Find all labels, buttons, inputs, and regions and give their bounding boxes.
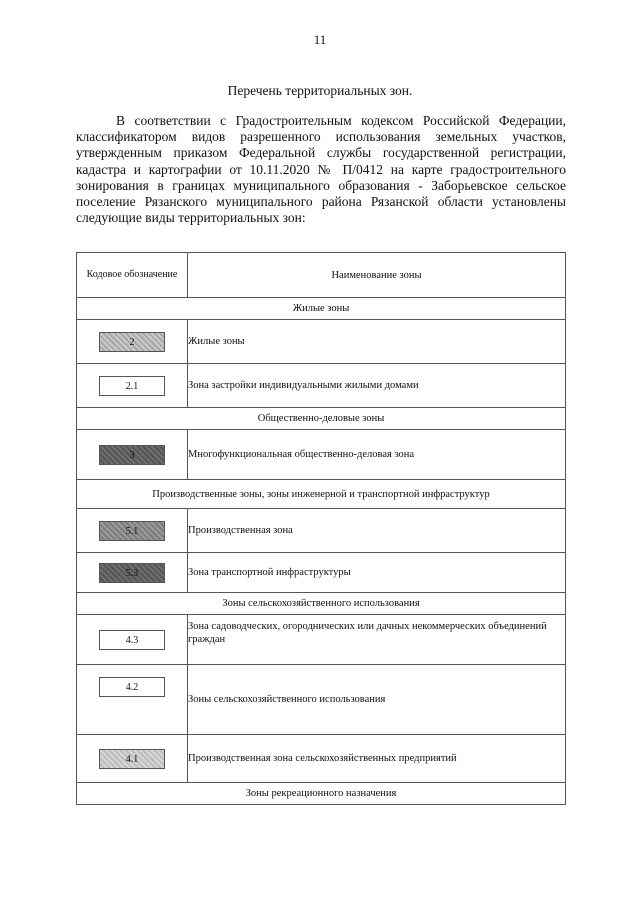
zone-swatch: 5.3 xyxy=(99,563,165,583)
section-row xyxy=(77,783,566,805)
code-cell xyxy=(77,665,188,735)
code-cell xyxy=(77,430,188,480)
section-row xyxy=(77,593,566,615)
zone-swatch: 2 xyxy=(99,332,165,352)
header-name: Наименование зоны xyxy=(188,253,566,298)
section-row xyxy=(77,408,566,430)
zone-name: Производственная зона сельскохозяйственных предприятий xyxy=(188,735,566,783)
zone-name: Зона застройки индивидуальными жилыми домами xyxy=(188,364,566,408)
zone-swatch: 3 xyxy=(99,445,165,465)
intro-paragraph: В соответствии с Градостроительным кодексом Российской Федерации, классификатором видов разрешенного использования земельных участков, утвержденным приказом Федеральной службы государственной регистрации, кадастра и картографии от 10.11.2020 № П/0412 на карте градостроительного зонирования в границах муниципального образования - Заборьевское сельское поселение Рязанского муниципального района Рязанской области установлены следующие виды территориальных зон: xyxy=(76,113,566,226)
page-number: 11 xyxy=(313,32,327,47)
zone-name: Производственная зона xyxy=(188,509,566,553)
code-cell xyxy=(77,320,188,364)
section-row xyxy=(77,298,566,320)
table-row xyxy=(77,320,566,364)
zone-name: Многофункциональная общественно-деловая зона xyxy=(188,430,566,480)
zone-name: Жилые зоны xyxy=(188,320,566,364)
section-row xyxy=(77,480,566,509)
zone-swatch: 4.1 xyxy=(99,749,165,769)
zone-swatch: 2.1 xyxy=(99,376,165,396)
zone-name: Зона садоводческих, огороднических или дачных некоммерческих объединений граждан xyxy=(188,615,566,665)
zone-swatch: 4.2 xyxy=(99,677,165,697)
code-cell xyxy=(77,364,188,408)
code-cell xyxy=(77,553,188,593)
table-row xyxy=(77,615,566,665)
section-public: Общественно-деловые зоны xyxy=(77,408,566,430)
code-cell xyxy=(77,509,188,553)
section-recreation: Зоны рекреационного назначения xyxy=(77,783,566,805)
code-cell xyxy=(77,735,188,783)
table-row xyxy=(77,364,566,408)
table-row xyxy=(77,509,566,553)
zone-name: Зоны сельскохозяйственного использования xyxy=(188,665,566,735)
section-industrial: Производственные зоны, зоны инженерной и транспортной инфраструктур xyxy=(77,480,566,509)
zones-table xyxy=(76,252,566,805)
table-row xyxy=(77,665,566,735)
table-row xyxy=(77,430,566,480)
section-residential: Жилые зоны xyxy=(77,298,566,320)
table-header-row xyxy=(77,253,566,298)
zone-swatch: 5.1 xyxy=(99,521,165,541)
page-title: Перечень территориальных зон. xyxy=(227,83,413,98)
table-row xyxy=(77,553,566,593)
zone-name: Зона транспортной инфраструктуры xyxy=(188,553,566,593)
zone-swatch: 4.3 xyxy=(99,630,165,650)
code-cell xyxy=(77,615,188,665)
section-agri: Зоны сельскохозяйственного использования xyxy=(77,593,566,615)
header-code: Кодовое обозначение xyxy=(77,253,188,298)
table-row xyxy=(77,735,566,783)
